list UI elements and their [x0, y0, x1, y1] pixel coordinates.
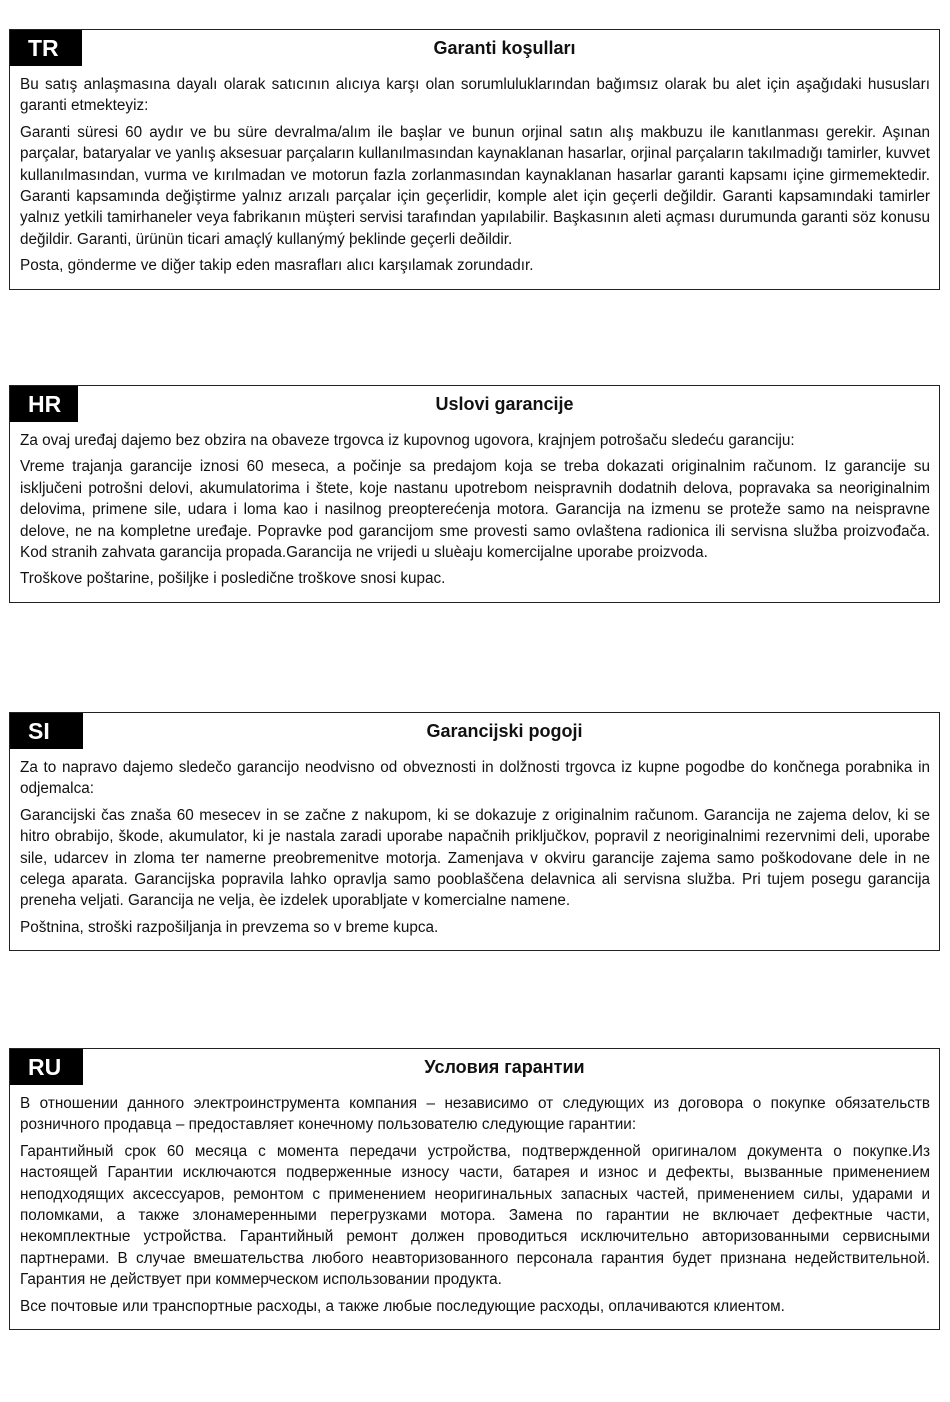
section-body: [10, 1085, 939, 1329]
costs-paragraph: Poštnina, stroški razpošiljanja in prevzema so v breme kupca.: [20, 918, 439, 936]
section-body: [10, 66, 939, 289]
intro-paragraph: Za ovaj uređaj dajemo bez obzira na obaveze trgovca iz kupovnog ugovora, krajnjem potrošaču sledeću garanciju:: [20, 432, 795, 449]
costs-paragraph: Все почтовые или транспортные расходы, а также любые последующие расходы, оплачиваются клиентом.: [20, 1297, 785, 1315]
language-badge: RU: [10, 1049, 83, 1085]
section-body: [10, 749, 939, 950]
warranty-section-hr: [9, 385, 940, 603]
warranty-section-si: [9, 712, 940, 951]
terms-paragraph: Гарантийный срок 60 месяца с момента передачи устройства, подтвержденной оригиналом документа о покупке.Из настоящей Гарантии исключаются подверженные износу части, батарея и износ и дефекты, вызванные применением неподходящих аксессуаров, ремонтом с применением неоригинальных запасных частей, применением силы, ударами и поломками, а также злонамеренными перегрузками мотора. Замена по гарантии не включает дефектные части, некомплектные устройства. Гарантийный ремонт должен проводиться исключительно авторизованными сервисными партнерами. В случае вмешательства любого неавторизованного персонала гарантия будет признана недействительной. Гарантия не действует при коммерческом использовании продукта.: [20, 1142, 930, 1289]
intro-paragraph: В отношении данного электроинструмента компания – независимо от следующих из договора о покупке обязательств розничного продавца – предоставляет конечному пользователю следующие гарантии:: [20, 1095, 930, 1134]
section-title: Garanti koşulları: [433, 38, 576, 58]
section-header: [10, 713, 939, 749]
costs-paragraph: Troškove poštarine, pošiljke i posledične troškove snosi kupac.: [20, 570, 446, 588]
terms-paragraph: Garanti süresi 60 aydır ve bu süre devralma/alım ile başlar ve bunun orjinal satın alış makbuzu ile kanıtlanması gerekir. Aşınan parçalar, bataryalar ve yanlış aksesuar parçaların kullanılmasından kaynaklanan hasarlar, orjinal parçaların takılmadığı tamirler, kuvvet kullanılmasından, vurma ve kırılmadan ve motorun fazla zorlanmasından kaynaklanan hasarlar garanti kapsamı içine girmemektedir. Garanti kapsamında değiştirme yalnız arızalı parçalar için geçerlidir, komple alet için geçerli değildir. Garanti kapsamındaki tamirler yalnız yetkili tamirhaneler veya fabrikanın müşteri servisi tarafından yapılabilir. Başkasının aleti açması durumunda garanti söz konusu değildir. Garanti, ürünün ticari amaçlý kullanýmý þeklinde geçerli deðildir.: [20, 123, 930, 248]
section-header: [10, 386, 939, 422]
language-badge: HR: [10, 386, 78, 422]
section-header: [10, 1049, 939, 1085]
section-title: Условия гарантии: [424, 1057, 585, 1077]
language-badge: SI: [10, 713, 83, 749]
section-body: [10, 422, 939, 602]
costs-paragraph: Posta, gönderme ve diğer takip eden masrafları alıcı karşılamak zorundadır.: [20, 257, 534, 275]
intro-paragraph: Za to napravo dajemo sledečo garancijo neodvisno od obveznosti in dolžnosti trgovca iz kupne pogodbe do končnega porabnika in odjemalca:: [20, 759, 930, 798]
warranty-section-ru: [9, 1048, 940, 1330]
terms-paragraph: Vreme trajanja garancije iznosi 60 meseca, a počinje sa predajom koja se treba dokazati originalnim računom. Iz garancije su isključeni potrošni delovi, akumulatorima i štete, koje nastanu upotrebom neispravnih dodatnih delova, popravaka sa neoriginalnim delovima, primene sile, udara i loma kao i nasilnog preopterećenja motora. Garancija na izmenu se proteže samo na neispravne delove, ne na kompletne uređaje. Popravke pod garancijom sme provesti samo ovlaštena radionica ili servisna služba proizvođača. Kod stranih zahvata garancija propada.Garancija ne vrijedi u sluèaju komercijalne uporabe proizvoda.: [20, 458, 930, 562]
section-title: Garancijski pogoji: [426, 721, 583, 741]
terms-paragraph: Garancijski čas znaša 60 mesecev in se začne z nakupom, ki se dokazuje z originalnim računom. Garancija ne zajema delov, ki se hitro obrabijo, škode, akumulator, ki je nastala zaradi uporabe napačnih priključkov, popravil z neoriginalnimi rezervnimi deli, uporabe sile, udarcev in zloma ter namerne preobremenitve motorja. Zamenjava v okviru garancije zajema samo poškodovane dele in ne celega aparata. Garancijska popravila lahko opravlja samo pooblaščena delavnica ali servisna služba. Pri tujem posegu garancija preneha veljati. Garancija ne velja, èe izdelek uporabljate v komercialne namene.: [20, 806, 930, 910]
section-title: Uslovi garancije: [435, 394, 574, 414]
intro-paragraph: Bu satış anlaşmasına dayalı olarak satıcının alıcıya karşı olan sorumluluklarından bağımsız olarak bu alet için aşağıdaki hususları garanti etmekteyiz:: [20, 76, 930, 115]
section-header: [10, 30, 939, 66]
language-badge: TR: [10, 30, 82, 66]
warranty-section-tr: [9, 29, 940, 290]
